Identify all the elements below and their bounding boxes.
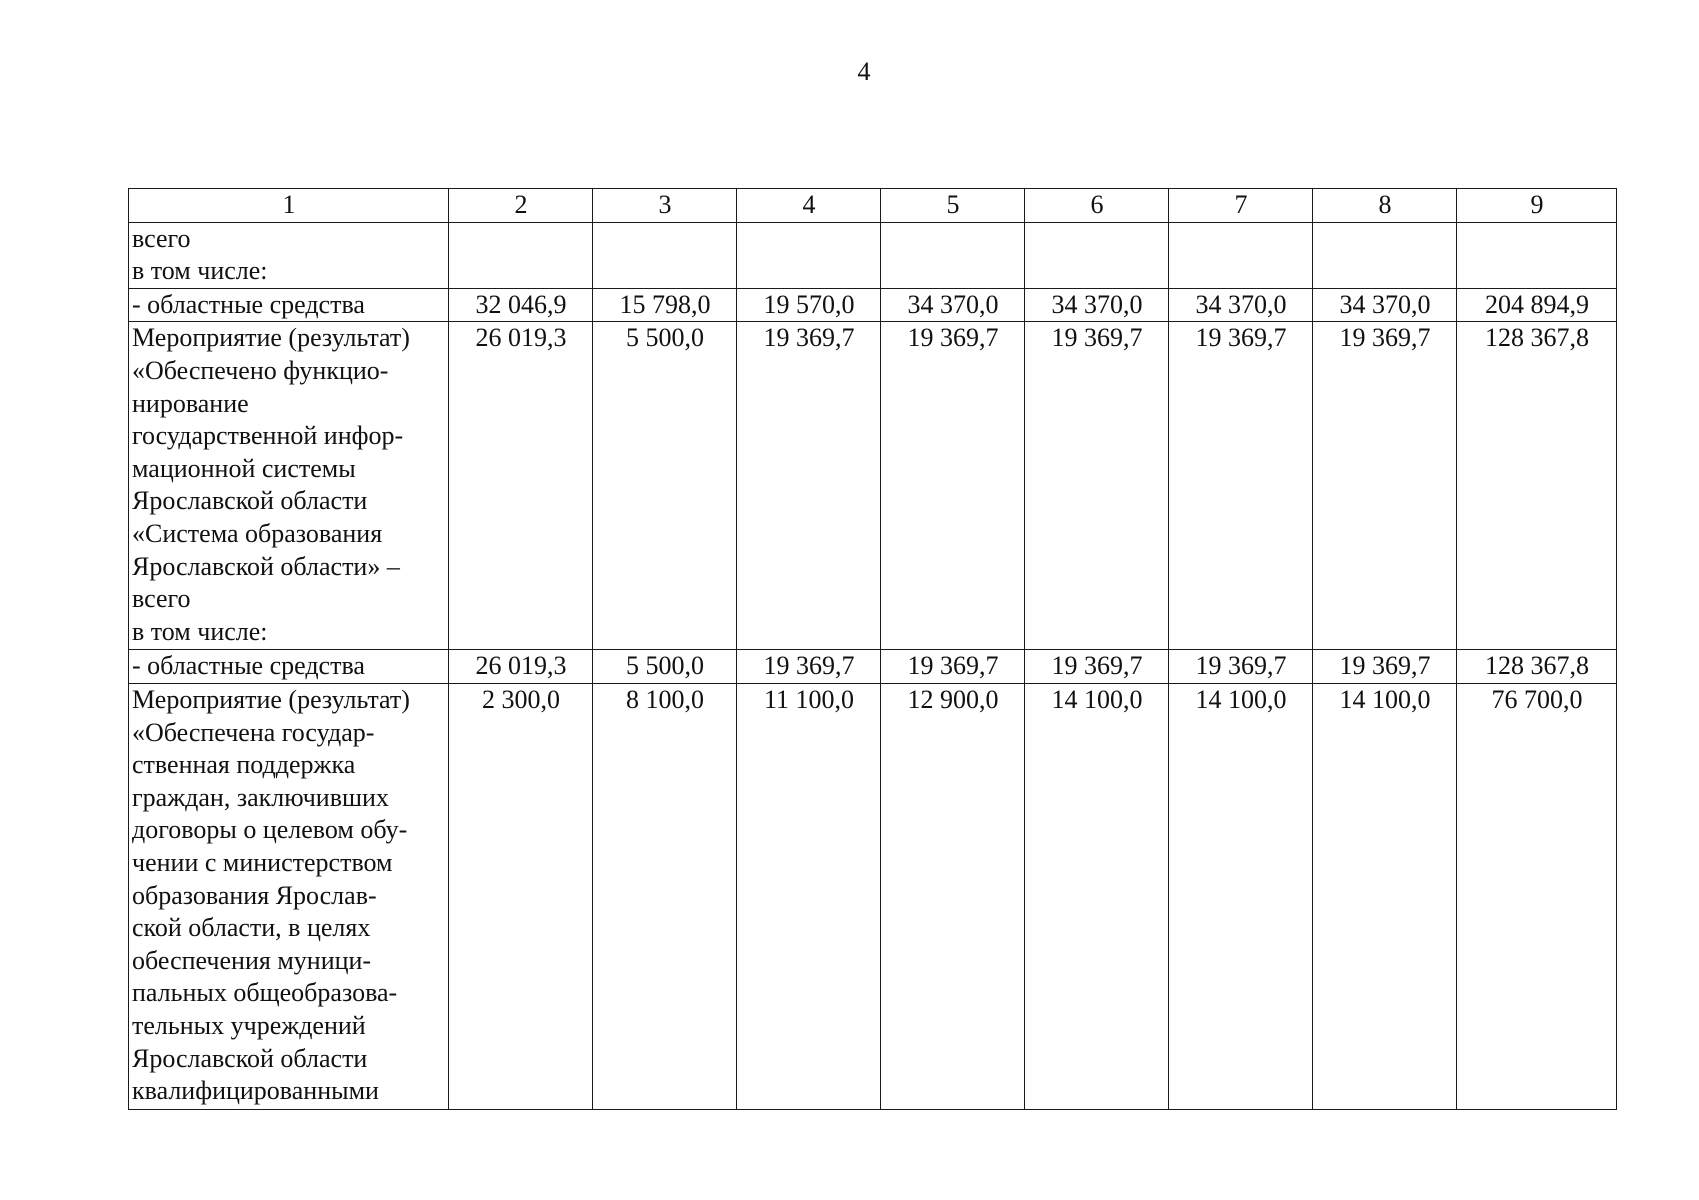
row-label-line: граждан, заключивших <box>132 782 389 812</box>
column-number: 4 <box>737 189 881 223</box>
value-cell: 19 369,7 <box>1025 322 1169 650</box>
value-cell: 34 370,0 <box>881 288 1025 322</box>
value-cell: 2 300,0 <box>449 683 593 1109</box>
value-cell <box>593 222 737 288</box>
value-cell: 5 500,0 <box>593 322 737 650</box>
value-cell <box>1313 222 1457 288</box>
value-cell: 19 570,0 <box>737 288 881 322</box>
row-label-line: в том числе: <box>132 616 268 646</box>
value-cell: 26 019,3 <box>449 322 593 650</box>
column-number: 3 <box>593 189 737 223</box>
value-cell: 14 100,0 <box>1169 683 1313 1109</box>
row-label-line: всего <box>132 223 191 253</box>
row-label-line: нирование <box>132 388 249 418</box>
row-label-line: образования Ярослав- <box>132 880 377 910</box>
table-row <box>129 650 1617 684</box>
value-cell <box>1025 222 1169 288</box>
value-cell: 19 369,7 <box>1313 650 1457 684</box>
column-number-row <box>129 189 1617 223</box>
value-cell <box>1169 222 1313 288</box>
value-cell: 14 100,0 <box>1313 683 1457 1109</box>
row-label-line: «Система образования <box>132 518 383 548</box>
value-cell: 128 367,8 <box>1457 322 1617 650</box>
row-label-line: договоры о целевом обу- <box>132 815 408 845</box>
value-cell: 19 369,7 <box>881 650 1025 684</box>
value-cell <box>1457 222 1617 288</box>
value-cell: 19 369,7 <box>1313 322 1457 650</box>
table-row <box>129 322 1617 650</box>
value-cell: 19 369,7 <box>881 322 1025 650</box>
row-label <box>129 288 449 322</box>
value-cell: 11 100,0 <box>737 683 881 1109</box>
value-cell: 19 369,7 <box>737 650 881 684</box>
row-label-line: тельных учреждений <box>132 1010 366 1040</box>
column-number: 5 <box>881 189 1025 223</box>
value-cell: 32 046,9 <box>449 288 593 322</box>
column-number: 8 <box>1313 189 1457 223</box>
row-label-line: пальных общеобразова- <box>132 978 398 1008</box>
row-label <box>129 683 449 1109</box>
row-label-line: Ярославской области <box>132 1043 368 1073</box>
column-number: 1 <box>129 189 449 223</box>
column-number: 6 <box>1025 189 1169 223</box>
row-label-line: в том числе: <box>132 256 268 286</box>
value-cell: 128 367,8 <box>1457 650 1617 684</box>
budget-table <box>128 188 1617 1110</box>
row-label <box>129 222 449 288</box>
value-cell: 8 100,0 <box>593 683 737 1109</box>
row-label-line: Мероприятие (результат) <box>132 684 410 714</box>
row-label-line: Ярославской области <box>132 486 368 516</box>
value-cell: 19 369,7 <box>1025 650 1169 684</box>
value-cell: 14 100,0 <box>1025 683 1169 1109</box>
table-row <box>129 683 1617 1109</box>
row-label-line: Ярославской области» – <box>132 551 400 581</box>
value-cell <box>881 222 1025 288</box>
row-label-line: ственная поддержка <box>132 750 356 780</box>
column-number: 2 <box>449 189 593 223</box>
row-label-line: ской области, в целях <box>132 913 371 943</box>
row-label-line: квалифицированными <box>132 1076 379 1106</box>
value-cell: 19 369,7 <box>1169 322 1313 650</box>
value-cell <box>449 222 593 288</box>
row-label-line: мационной системы <box>132 453 356 483</box>
value-cell: 19 369,7 <box>1169 650 1313 684</box>
row-label <box>129 322 449 650</box>
page-number: 4 <box>857 57 871 86</box>
value-cell: 76 700,0 <box>1457 683 1617 1109</box>
value-cell: 12 900,0 <box>881 683 1025 1109</box>
value-cell: 5 500,0 <box>593 650 737 684</box>
row-label-line: «Обеспечена государ- <box>132 717 375 747</box>
value-cell: 15 798,0 <box>593 288 737 322</box>
column-number: 7 <box>1169 189 1313 223</box>
row-label-line: - областные средства <box>132 289 365 319</box>
value-cell: 26 019,3 <box>449 650 593 684</box>
value-cell: 204 894,9 <box>1457 288 1617 322</box>
table-row <box>129 288 1617 322</box>
column-number: 9 <box>1457 189 1617 223</box>
row-label-line: «Обеспечено функцио- <box>132 355 389 385</box>
row-label-line: обеспечения муници- <box>132 945 372 975</box>
row-label-line: - областные средства <box>132 651 365 681</box>
row-label <box>129 650 449 684</box>
value-cell: 34 370,0 <box>1025 288 1169 322</box>
row-label-line: всего <box>132 584 191 614</box>
value-cell: 19 369,7 <box>737 322 881 650</box>
value-cell: 34 370,0 <box>1169 288 1313 322</box>
row-label-line: чении с министерством <box>132 847 393 877</box>
value-cell: 34 370,0 <box>1313 288 1457 322</box>
row-label-line: государственной инфор- <box>132 421 404 451</box>
table-row <box>129 222 1617 288</box>
row-label-line: Мероприятие (результат) <box>132 323 410 353</box>
value-cell <box>737 222 881 288</box>
